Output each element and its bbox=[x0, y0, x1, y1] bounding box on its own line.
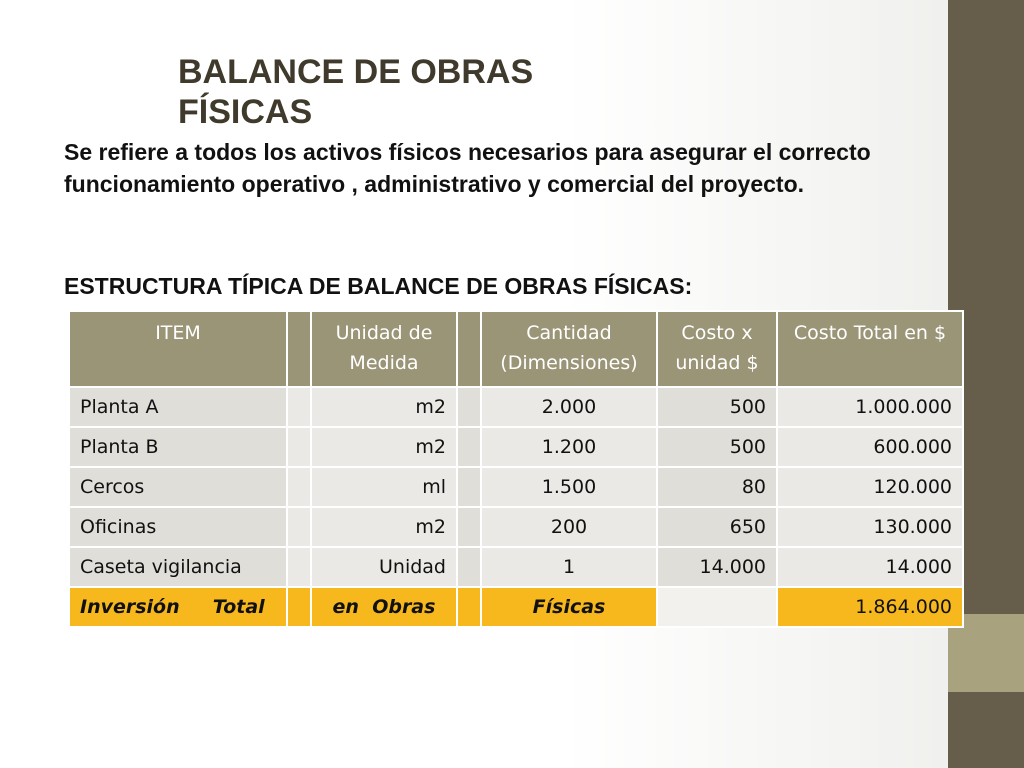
intro-paragraph: Se refiere a todos los activos físicos necesarios para asegurar el correcto funcionamiento operativo , administrativo y comercial del proyecto. bbox=[64, 139, 871, 197]
cell-costo-unidad: 650 bbox=[657, 507, 777, 547]
cell-item: Planta B bbox=[69, 427, 287, 467]
cell-costo-unidad: 80 bbox=[657, 467, 777, 507]
header-costo-unidad: Costo x unidad $ bbox=[657, 311, 777, 387]
cell-item: Cercos bbox=[69, 467, 287, 507]
balance-table bbox=[68, 310, 964, 628]
table-heading: ESTRUCTURA TÍPICA DE BALANCE DE OBRAS FÍSICAS: bbox=[64, 273, 693, 299]
total-value: 1.864.000 bbox=[777, 587, 963, 627]
table-row bbox=[69, 467, 963, 507]
header-unidad: Unidad de Medida bbox=[311, 311, 457, 387]
cell-costo-total: 14.000 bbox=[777, 547, 963, 587]
table-header-row bbox=[69, 311, 963, 387]
header-spacer bbox=[287, 311, 311, 387]
slide-title: BALANCE DE OBRAS FÍSICAS bbox=[178, 53, 534, 131]
cell-cantidad: 1.200 bbox=[481, 427, 657, 467]
total-spacer bbox=[457, 587, 481, 627]
cell-cantidad: 200 bbox=[481, 507, 657, 547]
cell-item: Planta A bbox=[69, 387, 287, 427]
header-item: ITEM bbox=[69, 311, 287, 387]
cell-spacer bbox=[287, 547, 311, 587]
cell-costo-unidad: 500 bbox=[657, 427, 777, 467]
cell-unidad: m2 bbox=[311, 387, 457, 427]
cell-spacer bbox=[287, 467, 311, 507]
total-empty-cell bbox=[657, 587, 777, 627]
header-spacer bbox=[457, 311, 481, 387]
cell-item: Caseta vigilancia bbox=[69, 547, 287, 587]
cell-unidad: m2 bbox=[311, 427, 457, 467]
total-label-1: Inversión Total bbox=[69, 587, 287, 627]
cell-cantidad: 2.000 bbox=[481, 387, 657, 427]
cell-unidad: Unidad bbox=[311, 547, 457, 587]
cell-spacer bbox=[287, 507, 311, 547]
cell-costo-total: 120.000 bbox=[777, 467, 963, 507]
side-decoration-bottom bbox=[948, 692, 1024, 768]
cell-spacer bbox=[287, 427, 311, 467]
cell-spacer bbox=[457, 427, 481, 467]
cell-cantidad: 1.500 bbox=[481, 467, 657, 507]
cell-spacer bbox=[457, 547, 481, 587]
cell-costo-total: 130.000 bbox=[777, 507, 963, 547]
cell-costo-unidad: 500 bbox=[657, 387, 777, 427]
cell-item: Oficinas bbox=[69, 507, 287, 547]
cell-unidad: m2 bbox=[311, 507, 457, 547]
table-row bbox=[69, 547, 963, 587]
table-row bbox=[69, 387, 963, 427]
cell-unidad: ml bbox=[311, 467, 457, 507]
cell-spacer bbox=[457, 387, 481, 427]
header-cantidad: Cantidad (Dimensiones) bbox=[481, 311, 657, 387]
header-costo-total: Costo Total en $ bbox=[777, 311, 963, 387]
total-row bbox=[69, 587, 963, 627]
total-label-2: en Obras bbox=[311, 587, 457, 627]
table-row bbox=[69, 507, 963, 547]
cell-costo-unidad: 14.000 bbox=[657, 547, 777, 587]
cell-spacer bbox=[457, 467, 481, 507]
table-row bbox=[69, 427, 963, 467]
cell-spacer bbox=[457, 507, 481, 547]
cell-cantidad: 1 bbox=[481, 547, 657, 587]
total-spacer bbox=[287, 587, 311, 627]
cell-costo-total: 1.000.000 bbox=[777, 387, 963, 427]
total-label-3: Físicas bbox=[481, 587, 657, 627]
cell-spacer bbox=[287, 387, 311, 427]
cell-costo-total: 600.000 bbox=[777, 427, 963, 467]
